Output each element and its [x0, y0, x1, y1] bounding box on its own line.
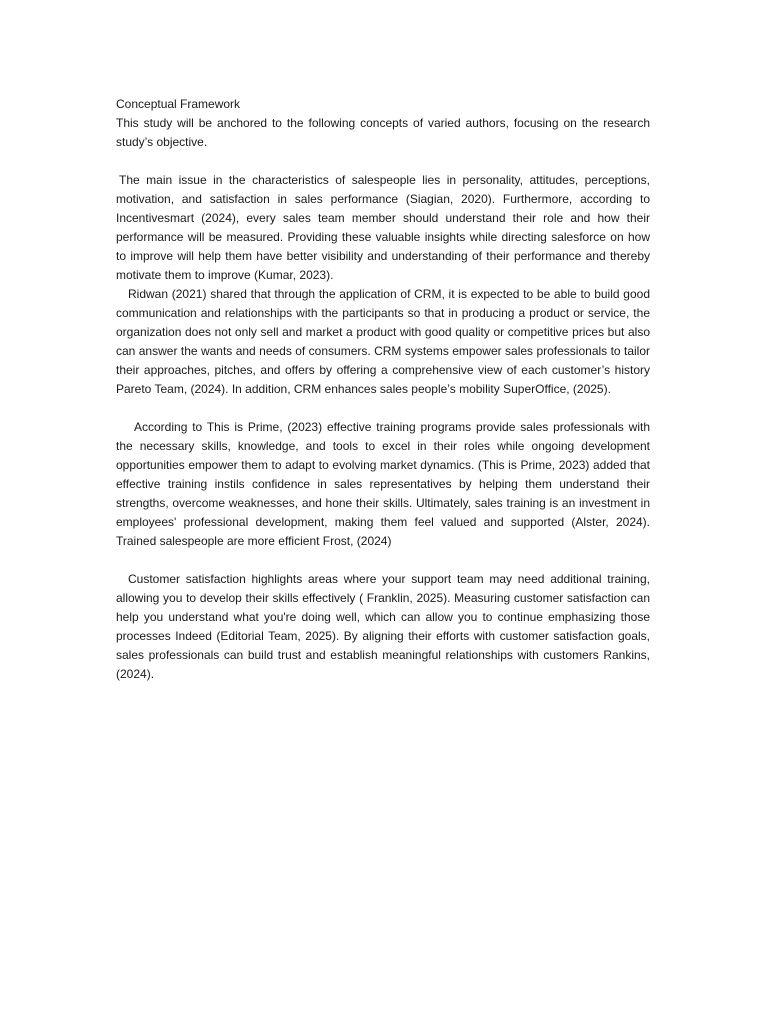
paragraph-training: According to This is Prime, (2023) effective training programs provide sales professionals with the necessary skills, knowledge, and tools to excel in their roles while ongoing development opportunities empower them to adapt to evolving market dynamics. (This is Prime, 2023) added that effective training instils confidence in sales representatives by helping them understand their strengths, overcome weaknesses, and hone their skills. Ultimately, sales training is an investment in employees' professional development, making them feel valued and supported (Alster, 2024). Trained salespeople are more efficient Frost, (2024) — [116, 420, 650, 548]
section-heading: Conceptual Framework — [116, 97, 241, 111]
paragraph-crm: Ridwan (2021) shared that through the application of CRM, it is expected to be able to build good communication and relationships with the participants so that in producing a product or service, the organization does not only sell and market a product with good quality or competitive prices but also can answer the wants and needs of consumers. CRM systems empower sales professionals to tailor their approaches, pitches, and offers by offering a comprehensive view of each customer’s history Pareto Team, (2024). In addition, CRM enhances sales people’s mobility SuperOffice, (2025). — [116, 287, 650, 396]
paragraph-salespeople-characteristics: The main issue in the characteristics of salespeople lies in personality, attitudes, perceptions, motivation, and satisfaction in sales performance (Siagian, 2020). Furthermore, according to Incentivesmart (2024), every sales team member should understand their role and how their performance will be measured. Providing these valuable insights while directing salesforce on how to improve will help them have better visibility and understanding of their performance and thereby motivate them to improve (Kumar, 2023). — [116, 173, 650, 282]
paragraph-spacer — [116, 152, 650, 171]
intro-paragraph: This study will be anchored to the following concepts of varied authors, focusing on the research study’s objective. — [116, 116, 650, 149]
paragraph-spacer — [116, 399, 650, 418]
paragraph-spacer — [116, 551, 650, 570]
paragraph-customer-satisfaction: Customer satisfaction highlights areas where your support team may need additional training, allowing you to develop their skills effectively ( Franklin, 2025). Measuring customer satisfaction can help you understand what you're doing well, which can allow you to continue emphasizing those processes Indeed (Editorial Team, 2025). By aligning their efforts with customer satisfaction goals, sales professionals can build trust and establish meaningful relationships with customers Rankins,(2024). — [116, 572, 650, 681]
document-page — [116, 95, 650, 684]
